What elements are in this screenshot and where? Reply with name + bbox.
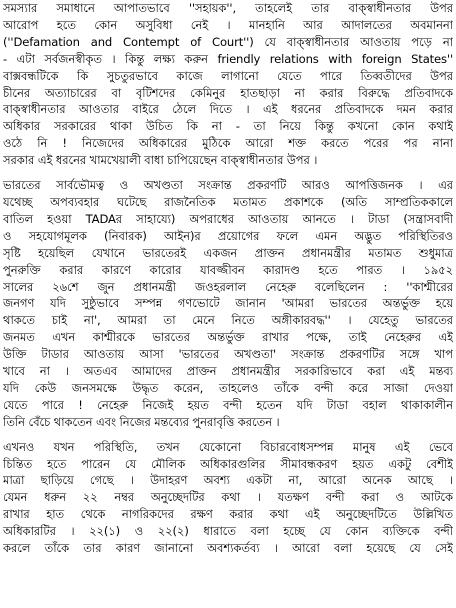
text-line: চীনের অত্যাচারের বা বৃটিশদের কেমিনুর হাতছাড়া না করার বিরুদ্ধে প্রতিবাদকে — [3, 85, 453, 100]
text-line: এখনও যখন পরিস্থিতি, তখন যেকোনো বিচারবোধসম্পন্ন মানুষ এই ভেবে — [3, 439, 453, 454]
text-line: অধিকার সরকারের থাকা উচিত কি না - তা নিয়ে কিন্তু কখনো কোন কথাই — [3, 119, 453, 134]
paragraph-article-22 — [3, 439, 453, 557]
text-line: ভারতের সার্বভৌমত্ব ও অখণ্ডতা সংক্রান্ত প্রকরণটি আরও আপত্তিজনক । এর — [3, 178, 453, 193]
text-line: আরোপ হতে কোন অসুবিধা নেই । মানহানি আর আদালতের অবমাননা — [3, 17, 453, 32]
text-line: উক্তি টাডার আওতায় আসা 'ভারতের অখণ্ডতা' সংক্রান্ত প্রকরণটির সঙ্গে খাপ — [3, 347, 453, 362]
paragraph-speech-restrictions — [3, 0, 453, 169]
text-line: জনগণ যদি সুষ্ঠুভাবে সম্পন্ন গণভোটে জানান 'আমরা ভারতের অন্তর্ভুক্ত হয়ে — [3, 296, 453, 311]
text-line: সমস্যার সমাধানে আপাতভাবে ''সহায়ক'', তাহলেই তার বাক্স্বাধীনতার উপর — [3, 1, 453, 15]
text-line: সৃষ্টি হয়েছিল যেখানে ভারতেরই একজন প্রাক্তন প্রধানমন্ত্রীর মতামত শুধুমাত্র — [3, 245, 453, 260]
text-line: পুনরুক্তি করার কারণে কারোর যাবজ্জীবন কারাদণ্ড হতে পারত । ১৯৫২ — [3, 262, 453, 277]
text-line: যদি কেউ জনসমক্ষে উদ্ধৃত করেন, তাহলেও তাঁকে বন্দী করে সাজা দেওয়া — [3, 380, 453, 395]
text-line: খাবে না । অতএব আমাদের প্রাক্তন প্রধানমন্ত্রীর সরকারিভাবে করা এই মন্তব্য — [3, 364, 453, 379]
text-line: ওঠে নি ! নিজেদের অধিকারের মুঠিকে আরো শক্ত করতে পরের পর নানা — [3, 136, 453, 151]
text-line: জনমত এখন কাশ্মীরকে ভারতের অন্তর্ভুক্ত রাখার পক্ষে, তাই নেহেরুর এই — [3, 330, 453, 345]
text-line: অধিকারটির । ২২(১) ও ২২(২) ধারাতে বলা হচ্ছে যে কোন ব্যক্তিকে বন্দী — [3, 524, 453, 539]
text-line: ও সহযোগমূলক (নিবারক) আইন)র প্রয়োগের ফলে এমন অদ্ভুত পরিস্থিতিরও — [3, 228, 453, 243]
text-line: বাক্স্বাধীনতার আওতার বাইরে ঠেলে দিতে । এই ধরনের প্রতিবাদকে দমন করার — [3, 102, 453, 117]
text-line: সালের ২৬শে জুন প্রধানমন্ত্রী জওহরলাল নেহেরু বলেছিলেন : ''কাশ্মীরের — [3, 279, 453, 294]
text-line: যেতে পারে ! নেহেরু নিজেই হয়ত বন্দী হতেন যদি টাডা বহাল থাকাকালীন — [3, 397, 453, 412]
text-line: রাখার হাত থেকে নাগরিকদের রক্ষণ করার কথা এই অনুচ্ছেদটিতে উল্লিখিত — [3, 507, 453, 522]
text-line: বাক্সবন্ধটিকে কি সুচতুরভাবে কাজে লাগানো যেতে পারে তিব্বতীদের উপর — [3, 68, 453, 83]
text-line: যথেচ্ছ অপব্যবহার ঘটেছে রাজনৈতিক মতামত প্রকাশকে (অতি সাম্প্রতিককালে — [3, 194, 453, 209]
paragraph-sovereignty-tada — [3, 177, 453, 431]
text-line: চিন্তিত হতে পারেন যে মৌলিক অধিকারগুলির সীমাবন্ধকরণ হয়ত একটু বেশীই — [3, 456, 453, 471]
document-page — [3, 0, 453, 557]
text-line: করলে তাঁকে তার কারণ জানানো অবশ্যকর্তব্য । আরো বলা হয়েছে যে সেই — [3, 541, 453, 556]
text-line: থাকতে চাই না', আমরা তা মেনে নিতে অঙ্গীকারবদ্ধ'' । যেহেতু ভারতের — [3, 313, 453, 328]
text-line: তিনি বেঁচে থাকতেন এবং নিজের মন্তব্যের পুনরাবৃত্তি করতেন । — [3, 414, 280, 429]
text-line: বাতিল হওয়া TADAর সাহায্যে) অপরাধের আওতায় আনতে । টাডা (সন্ত্রাসবাদী — [3, 211, 453, 226]
text-line: সরকার এই ধরনের খামখেয়ালী বাধা চাপিয়েছেন বাক্স্বাধীনতার উপর । — [3, 153, 318, 168]
text-line: যেমন ধরুন ২২ নম্বর অনুচ্ছেদটির কথা । যতক্ষণ বন্দী করা ও আটকে — [3, 490, 453, 505]
text-line: মাত্রা ছাড়িয়ে গেছে । উদাহরণ অবশ্য একটা না, আরো অনেক আছে । — [3, 473, 453, 488]
text-line: - এটা সর্বজনস্বীকৃত । কিন্তু লক্ষ্য করুন friendly relations with foreign States'' — [3, 51, 453, 66]
text-line: (''Defamation and Contempt of Court'') যে বাক্স্বাধীনতার আওতায় পড়ে না — [3, 34, 453, 49]
